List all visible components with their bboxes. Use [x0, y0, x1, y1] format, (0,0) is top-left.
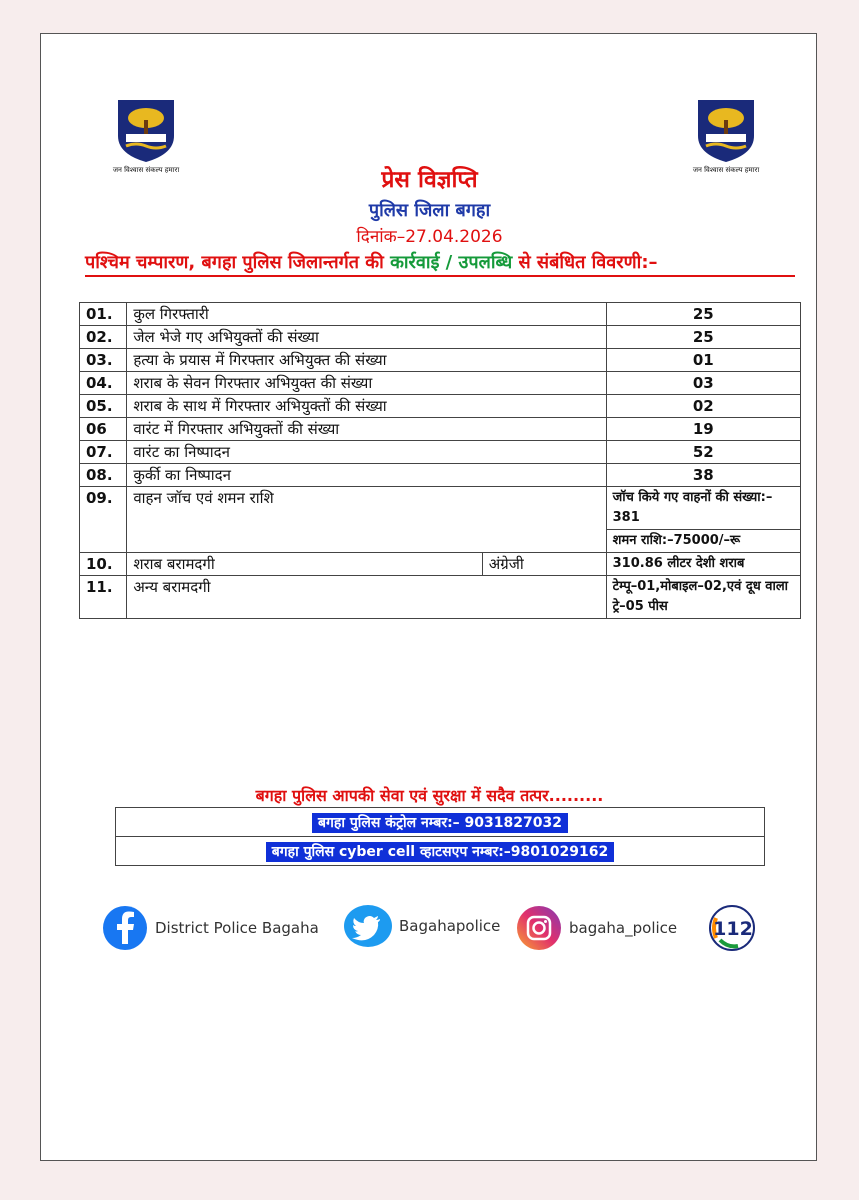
facebook-handle[interactable] — [101, 904, 319, 952]
table-row — [80, 418, 801, 441]
row-number: 07. — [80, 441, 127, 464]
cyber-cell-cell — [116, 837, 765, 866]
release-date: दिनांक–27.04.2026 — [356, 227, 503, 247]
vehicles-checked: जॉच किये गए वाहनों की संख्या:–381 — [606, 487, 800, 530]
row-label: वारंट में गिरफ्तार अभियुक्तों की संख्या — [127, 418, 606, 441]
emergency-112-icon — [708, 904, 756, 952]
row-label: हत्या के प्रयास में गिरफ्तार अभियुक्त की संख्या — [127, 349, 606, 372]
row-number: 01. — [80, 303, 127, 326]
row-value: 38 — [606, 464, 800, 487]
table-row — [80, 372, 801, 395]
subject-part-2: कार्रवाई / उपलब्धि — [390, 252, 513, 273]
control-room-number: बगहा पुलिस कंट्रोल नम्बर:– 9031827032 — [312, 813, 568, 833]
row-number: 11. — [80, 576, 127, 619]
twitter-handle[interactable] — [343, 904, 500, 948]
row-value: 25 — [606, 326, 800, 349]
row-value: 01 — [606, 349, 800, 372]
row-number: 05. — [80, 395, 127, 418]
table-row — [80, 326, 801, 349]
row-number: 08. — [80, 464, 127, 487]
logo-motto: जन विश्वास संकल्प हमारा — [112, 166, 180, 174]
emergency-number: 112 — [713, 918, 753, 940]
row-label: जेल भेजे गए अभियुक्तों की संख्या — [127, 326, 606, 349]
row-value: टेम्पू–01,मोबाइल–02,एवं दूध वाला ट्रे–05 पीस — [606, 576, 800, 619]
table-row — [80, 303, 801, 326]
row-value: 03 — [606, 372, 800, 395]
table-row — [80, 464, 801, 487]
row-label: वारंट का निष्पादन — [127, 441, 606, 464]
twitter-icon — [343, 904, 393, 948]
emergency-112[interactable] — [708, 904, 756, 952]
police-slogan: बगहा पुलिस आपकी सेवा एवं सुरक्षा में सदैव तत्पर......... — [255, 786, 604, 805]
row-label: कुल गिरफ्तारी — [127, 303, 606, 326]
table-row — [80, 395, 801, 418]
subject-part-1: पश्चिम चम्पारण, बगहा पुलिस जिलान्तर्गत की — [85, 252, 391, 273]
row-label: कुर्की का निष्पादन — [127, 464, 606, 487]
subject-line — [85, 250, 795, 277]
facebook-icon — [101, 904, 149, 952]
facebook-label: District Police Bagaha — [155, 919, 319, 937]
row-value: 310.86 लीटर देशी शराब — [606, 553, 800, 576]
press-release-page — [40, 33, 817, 1161]
row-label: शराब के साथ में गिरफ्तार अभियुक्तों की संख्या — [127, 395, 606, 418]
page-title: प्रेस विज्ञप्ति — [381, 167, 478, 193]
table-row — [80, 349, 801, 372]
instagram-label: bagaha_police — [569, 919, 678, 937]
table-row — [80, 441, 801, 464]
row-number: 04. — [80, 372, 127, 395]
statistics-table — [79, 302, 801, 619]
instagram-icon — [515, 904, 563, 952]
contact-table — [115, 807, 765, 866]
instagram-handle[interactable] — [515, 904, 677, 952]
row-label: शराब बरामदगी — [127, 553, 482, 576]
row-number: 02. — [80, 326, 127, 349]
twitter-label: Bagahapolice — [399, 917, 501, 935]
cyber-cell-number: बगहा पुलिस cyber cell व्हाटसएप नम्बर:–9801029162 — [266, 842, 614, 862]
fine-amount: शमन राशि:–75000/–रू — [606, 530, 800, 553]
row-value: 02 — [606, 395, 800, 418]
table-row — [80, 487, 801, 530]
row-number: 09. — [80, 487, 127, 553]
liquor-type: अंग्रेजी — [482, 553, 606, 576]
police-emblem-icon — [114, 96, 178, 164]
row-value: 25 — [606, 303, 800, 326]
row-number: 03. — [80, 349, 127, 372]
row-value: 19 — [606, 418, 800, 441]
row-value: 52 — [606, 441, 800, 464]
row-number: 10. — [80, 553, 127, 576]
table-row — [80, 576, 801, 619]
row-number: 06 — [80, 418, 127, 441]
control-room-cell — [116, 808, 765, 837]
police-emblem-icon — [694, 96, 758, 164]
row-label: शराब के सेवन गिरफ्तार अभियुक्त की संख्या — [127, 372, 606, 395]
subject-part-3: से संबंधित विवरणी:– — [512, 252, 658, 273]
table-row — [80, 553, 801, 576]
row-label: अन्य बरामदगी — [127, 576, 606, 619]
district-name: पुलिस जिला बगहा — [368, 200, 491, 221]
logo-motto: जन विश्वास संकल्प हमारा — [692, 166, 760, 174]
row-label: वाहन जॉच एवं शमन राशि — [127, 487, 606, 553]
